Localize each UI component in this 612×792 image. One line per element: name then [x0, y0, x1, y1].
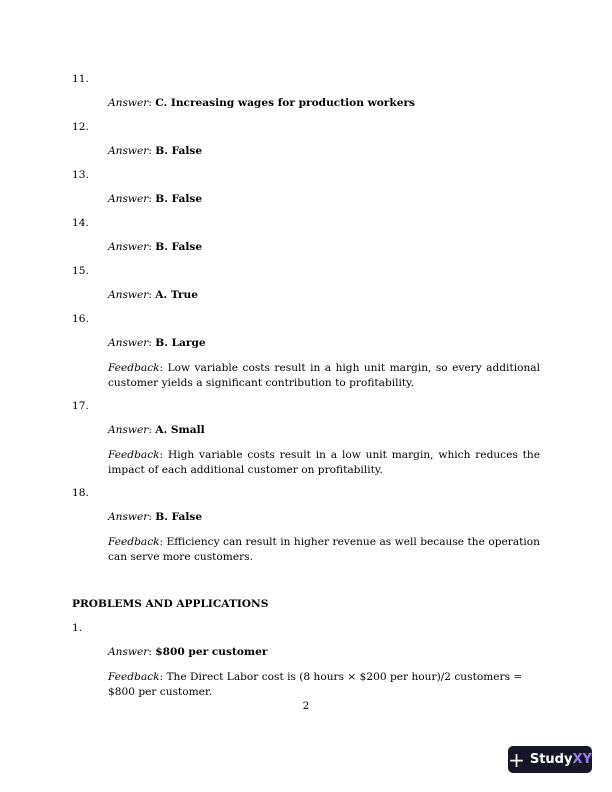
- feedback-label: Feedback: [108, 449, 160, 461]
- problem-number: 1.: [72, 622, 83, 634]
- answer-line: Answer: B. False: [108, 511, 203, 523]
- answer-value: B. False: [155, 145, 203, 157]
- answer-label: Answer: [108, 337, 149, 349]
- answer-label: Answer: [108, 511, 149, 523]
- question-number: 18.: [72, 487, 89, 499]
- answer-value: C. Increasing wages for production workers: [155, 97, 416, 109]
- badge-text-main: Study: [529, 752, 573, 767]
- answer-value: B. False: [155, 511, 203, 523]
- answer-value: $800 per customer: [155, 646, 268, 658]
- answer-value: A. True: [155, 289, 198, 301]
- plus-icon: +: [508, 747, 525, 772]
- feedback-text: Low variable costs result in a high unit margin, so every additional customer yields a significant contribution to profitability.: [108, 362, 541, 389]
- feedback-label: Feedback: [108, 671, 160, 683]
- feedback-paragraph: Feedback: Low variable costs result in a high unit margin, so every additional customer yields a significant contribution to profitability.: [108, 362, 541, 389]
- answer-value: B. False: [155, 241, 203, 253]
- answer-value: A. Small: [155, 424, 205, 436]
- answer-label: Answer: [108, 97, 149, 109]
- question-number: 13.: [72, 169, 89, 181]
- answer-value: B. Large: [155, 337, 206, 349]
- question-number: 12.: [72, 121, 89, 133]
- answer-line: Answer: C. Increasing wages for production workers: [108, 97, 416, 109]
- section-heading: PROBLEMS AND APPLICATIONS: [72, 598, 269, 610]
- feedback-text: The Direct Labor cost is (8 hours × $200 per hour)/2 customers = $800 per customer.: [108, 671, 523, 698]
- answer-line: Answer: A. Small: [108, 424, 205, 436]
- answer-value: B. False: [155, 193, 203, 205]
- question-number: 15.: [72, 265, 89, 277]
- answer-label: Answer: [108, 424, 149, 436]
- question-number: 14.: [72, 217, 89, 229]
- answer-label: Answer: [108, 193, 149, 205]
- answer-label: Answer: [108, 289, 149, 301]
- answer-label: Answer: [108, 145, 149, 157]
- answer-line: Answer: B. False: [108, 193, 203, 205]
- badge-text-accent: XY: [572, 752, 592, 767]
- answer-line: Answer: B. False: [108, 241, 203, 253]
- question-number: 17.: [72, 400, 89, 412]
- feedback-label: Feedback: [108, 362, 160, 374]
- question-number: 16.: [72, 313, 89, 325]
- answer-label: Answer: [108, 241, 149, 253]
- answer-line: Answer: B. Large: [108, 337, 206, 349]
- feedback-paragraph: Feedback: Efficiency can result in higher revenue as well because the operation can serve more customers.: [108, 536, 540, 563]
- feedback-text: High variable costs result in a low unit margin, which reduces the impact of each additional customer on profitability.: [108, 449, 541, 476]
- question-number: 11.: [72, 73, 89, 85]
- answer-line: Answer: B. False: [108, 145, 203, 157]
- feedback-text: Efficiency can result in higher revenue as well because the operation can serve more customers.: [108, 536, 540, 563]
- answer-label: Answer: [108, 646, 149, 658]
- feedback-label: Feedback: [108, 536, 160, 548]
- studyxy-badge[interactable]: [508, 746, 592, 773]
- answer-line: Answer: A. True: [108, 289, 198, 301]
- page-number: 2: [302, 700, 310, 712]
- feedback-paragraph: Feedback: The Direct Labor cost is (8 hours × $200 per hour)/2 customers = $800 per customer.: [108, 671, 523, 698]
- answer-line: Answer: $800 per customer: [108, 646, 268, 658]
- feedback-paragraph: Feedback: High variable costs result in a low unit margin, which reduces the impact of each additional customer on profitability.: [108, 449, 541, 476]
